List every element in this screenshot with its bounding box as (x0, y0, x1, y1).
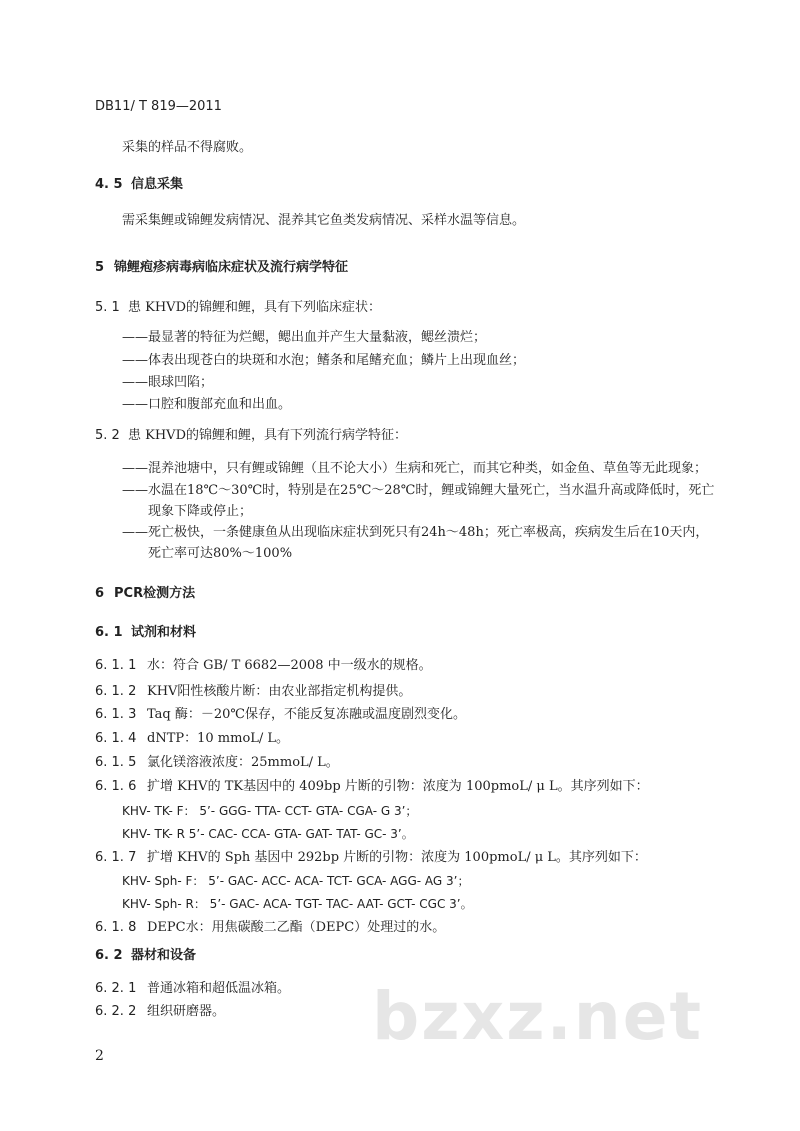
paragraph: 采集的样品不得腐败。 (122, 140, 253, 155)
section-title: 信息采集 (131, 177, 184, 192)
list-item: ——体表出现苍白的块斑和水泡；鳍条和尾鳍充血；鳞片上出现血丝； (122, 353, 526, 368)
list-item: ——眼球凹陷； (122, 375, 214, 390)
watermark: bzxz.net (372, 978, 704, 1055)
section-number: 6. 1 (95, 625, 123, 640)
item-text: 普通冰箱和超低温冰箱。 (147, 981, 291, 996)
item-number: 6. 1. 6 (95, 779, 137, 794)
list-item: ——水温在18℃～30℃时，特别是在25℃～28℃时，鲤或锦鲤大量死亡，当水温升高或降低时，死亡 (122, 483, 715, 498)
paragraph: 需采集鲤或锦鲤发病情况、混养其它鱼类发病情况、采样水温等信息。 (122, 213, 526, 228)
clause-text: 患 KHVD的锦鲤和鲤，具有下列流行病学特征： (128, 428, 407, 443)
clause-number: 5. 1 (95, 300, 120, 315)
primer-sequence: KHV- TK- F： 5’- GGG- TTA- CCT- GTA- CGA- G 3’； (122, 804, 418, 818)
list-item-continuation: 死亡率可达80%～100% (148, 546, 293, 561)
item-text: 水：符合 GB/ T 6682—2008 中一级水的规格。 (147, 658, 432, 673)
list-item: ——死亡极快，一条健康鱼从出现临床症状到死只有24h～48h；死亡率极高，疾病发生后在10天内， (122, 525, 709, 540)
chapter-number: 5 (95, 260, 105, 275)
item-text: 扩增 KHV的 Sph 基因中 292bp 片断的引物：浓度为 100pmoL/ μ L。其序列如下： (147, 850, 647, 865)
item-text: KHV阳性核酸片断：由农业部指定机构提供。 (147, 684, 412, 699)
page-number: 2 (95, 1048, 104, 1064)
item-number: 6. 1. 4 (95, 731, 137, 746)
item-text: DEPC水：用焦碳酸二乙酯（DEPC）处理过的水。 (147, 920, 446, 935)
section-number: 4. 5 (95, 177, 123, 192)
item-text: dNTP：10 mmoL/ L。 (147, 731, 290, 746)
primer-sequence: KHV- Sph- R： 5’- GAC- ACA- TGT- TAC- AAT- GCT- CGC 3’。 (122, 897, 473, 911)
item-text: 组织研磨器。 (147, 1004, 226, 1019)
standard-number: DB11/ T 819—2011 (95, 99, 222, 114)
primer-sequence: KHV- TK- R 5’- CAC- CCA- GTA- GAT- TAT- GC- 3’。 (122, 827, 414, 841)
item-text: 氯化镁溶液浓度：25mmoL/ L。 (147, 755, 339, 770)
item-number: 6. 2. 2 (95, 1004, 137, 1019)
item-number: 6. 2. 1 (95, 981, 137, 996)
item-number: 6. 1. 5 (95, 755, 137, 770)
item-text: Taq 酶：－20℃保存，不能反复冻融或温度剧烈变化。 (147, 707, 466, 722)
section-title: 器材和设备 (131, 948, 197, 963)
item-number: 6. 1. 3 (95, 707, 137, 722)
list-item-continuation: 现象下降或停止； (148, 504, 253, 519)
section-title: 试剂和材料 (131, 625, 197, 640)
chapter-title: PCR检测方法 (114, 586, 196, 601)
list-item: ——最显著的特征为烂鳃，鳃出血并产生大量黏液，鳃丝溃烂； (122, 330, 487, 345)
clause-text: 患 KHVD的锦鲤和鲤，具有下列临床症状： (128, 300, 381, 315)
list-item: ——口腔和腹部充血和出血。 (122, 397, 292, 412)
primer-sequence: KHV- Sph- F： 5’- GAC- ACC- ACA- TCT- GCA- AGG- AG 3’； (122, 874, 470, 888)
chapter-title: 锦鲤疱疹病毒病临床症状及流行病学特征 (114, 260, 349, 275)
clause-number: 5. 2 (95, 428, 120, 443)
chapter-number: 6 (95, 586, 105, 601)
item-number: 6. 1. 8 (95, 920, 137, 935)
section-number: 6. 2 (95, 948, 123, 963)
item-text: 扩增 KHV的 TK基因中的 409bp 片断的引物：浓度为 100pmoL/ μ L。其序列如下： (147, 779, 649, 794)
item-number: 6. 1. 2 (95, 684, 137, 699)
list-item: ——混养池塘中，只有鲤或锦鲤（且不论大小）生病和死亡，而其它种类，如金鱼、草鱼等无此现象； (122, 461, 708, 476)
item-number: 6. 1. 1 (95, 658, 137, 673)
item-number: 6. 1. 7 (95, 850, 137, 865)
